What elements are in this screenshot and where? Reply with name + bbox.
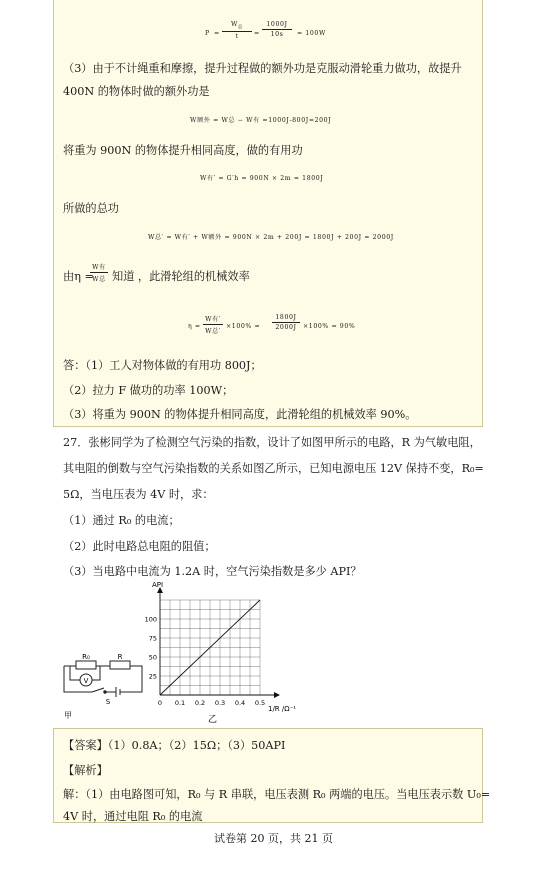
q27-sub2: （2）此时电路总电阻的阻值； bbox=[63, 540, 216, 553]
chart-xlabel: 1/R /Ω⁻¹ bbox=[268, 705, 297, 713]
x-tick-label: 0.4 bbox=[234, 699, 246, 707]
y-tick-label: 100 bbox=[144, 615, 157, 624]
resistor-r0 bbox=[76, 661, 96, 669]
resistor-r bbox=[110, 661, 130, 669]
eta-frac1-den: W总′ bbox=[205, 328, 221, 335]
eta-intro-post: 知道 ，此滑轮组的机械效率 bbox=[112, 270, 250, 283]
power-value-num: 1000J bbox=[266, 21, 288, 28]
voltmeter-label: V bbox=[83, 677, 89, 685]
eta-def-num: W有 bbox=[92, 264, 106, 271]
power-value-fraction bbox=[262, 21, 292, 38]
r0-label: R₀ bbox=[82, 653, 90, 661]
q27-sub3: （3）当电路中电流为 1.2A 时，空气污染指数是多少 API？ bbox=[63, 565, 362, 578]
eta-lhs: η = bbox=[188, 323, 201, 330]
extra-work-formula: W额外 = W总 − W有 =1000J-800J=200J bbox=[190, 117, 332, 124]
power-denominator: t bbox=[235, 33, 239, 41]
y-tick-label: 75 bbox=[148, 634, 157, 643]
power-fraction bbox=[222, 21, 252, 40]
useful-work-formula: W有′ = G′h = 900N × 2m = 1800J bbox=[200, 175, 324, 182]
power-result: = 100W bbox=[297, 30, 326, 37]
power-value-den: 10s bbox=[270, 31, 284, 38]
y-tick-label: 25 bbox=[148, 672, 157, 681]
q27-line2: 其电阻的倒数与空气污染指数的关系如图乙所示，已知电源电压 12V 保持不变，R₀= bbox=[63, 462, 484, 475]
eta-definition-fraction bbox=[90, 262, 108, 283]
y-tick-label: 50 bbox=[148, 653, 157, 662]
part3-line1: （3）由于不计绳重和摩擦，提升过程做的额外功是克服动滑轮重力做功，故提升 bbox=[63, 62, 462, 75]
eta-end: ×100% = 90% bbox=[303, 323, 356, 330]
total-work-label: 所做的总功 bbox=[63, 202, 119, 215]
x-tick-label: 0.5 bbox=[254, 699, 266, 707]
power-p: P bbox=[205, 30, 210, 37]
solution-line-1: 解：（1）由电路图可知，R₀ 与 R 串联，电压表测 R₀ 两端的电压。当电压表示数 U₀= bbox=[63, 788, 491, 801]
circuit-caption: 甲 bbox=[64, 711, 72, 720]
page-footer: 试卷第 20 页，共 21 页 bbox=[214, 832, 333, 845]
x-tick-label: 0 bbox=[157, 699, 163, 707]
x-tick-label: 0.1 bbox=[174, 699, 186, 707]
q27-line1: 27．张彬同学为了检测空气污染的指数，设计了如图甲所示的电路，R 为气敏电阻， bbox=[63, 436, 481, 449]
eta-mid: ×100% = bbox=[226, 323, 261, 330]
power-numerator: W bbox=[231, 21, 239, 28]
chart-ylabel: API bbox=[152, 581, 164, 589]
eta-fraction-1 bbox=[203, 314, 223, 335]
analysis-heading: 【解析】 bbox=[63, 764, 108, 777]
part3-line2: 400N 的物体时做的额外功是 bbox=[63, 85, 210, 98]
answer-summary: 【答案】（1）0.8A；（2）15Ω；（3）50API bbox=[63, 739, 286, 752]
answer-line-3: （3）将重为 900N 的物体提升相同高度，此滑轮组的机械效率 90%。 bbox=[63, 408, 417, 421]
lift-900-line: 将重为 900N 的物体提升相同高度，做的有用功 bbox=[63, 144, 303, 157]
chart-axes bbox=[157, 587, 280, 698]
r-label: R bbox=[117, 653, 123, 661]
q27-sub1: （1）通过 R₀ 的电流； bbox=[63, 514, 180, 527]
eta-intro-pre: 由η = bbox=[63, 270, 94, 283]
power-numerator-sub: 总 bbox=[238, 25, 243, 31]
eta-frac2-den: 2000J bbox=[275, 324, 297, 331]
power-eq2: = bbox=[254, 30, 260, 37]
eta-def-den: W总 bbox=[92, 276, 106, 283]
solution-line-2: 4V 时，通过电阻 R₀ 的电流 bbox=[63, 810, 203, 823]
switch-label: S bbox=[105, 698, 111, 706]
chart-caption: 乙 bbox=[208, 715, 218, 725]
power-eq: = bbox=[214, 30, 220, 37]
eta-frac1-num: W有′ bbox=[205, 316, 221, 323]
x-axis-arrow bbox=[274, 692, 280, 698]
q27-line3: 5Ω，当电压表为 4V 时，求： bbox=[63, 488, 214, 501]
answer-line-1: 答：（1）工人对物体做的有用功 800J； bbox=[63, 359, 262, 372]
api-chart bbox=[130, 575, 300, 725]
eta-fraction-2 bbox=[272, 314, 300, 331]
x-tick-label: 0.2 bbox=[194, 699, 206, 707]
chart-ticks bbox=[145, 616, 266, 708]
x-tick-label: 0.3 bbox=[214, 699, 226, 707]
eta-frac2-num: 1800J bbox=[275, 314, 297, 321]
switch-icon bbox=[92, 688, 104, 692]
total-work-formula: W总′ = W有′ + W额外 = 900N × 2m + 200J = 1800J + 200J = 2000J bbox=[148, 234, 394, 241]
answer-line-2: （2）拉力 F 做功的功率 100W； bbox=[63, 384, 234, 397]
